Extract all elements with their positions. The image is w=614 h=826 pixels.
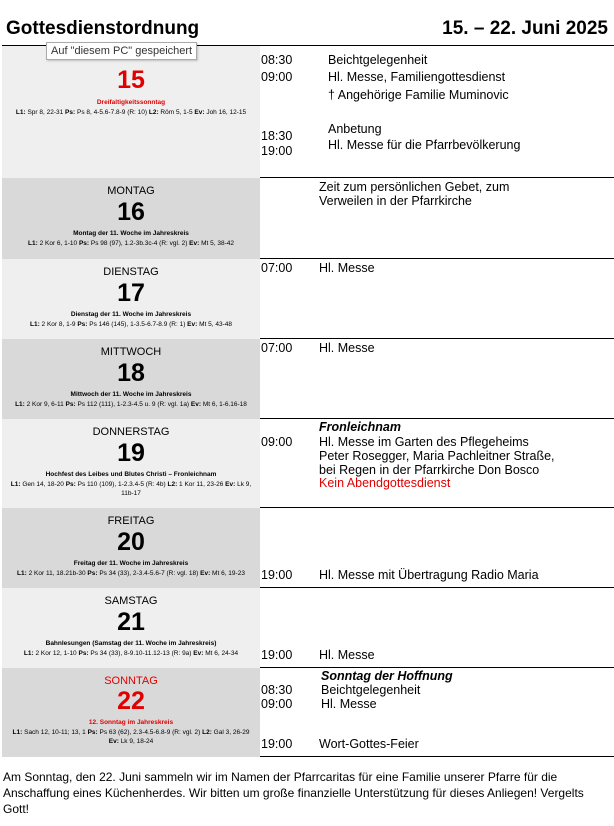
event-desc: Beichtgelegenheit <box>321 683 421 697</box>
day-sunday-15 <box>0 46 614 178</box>
event-time: 19:00 <box>261 568 293 582</box>
day-wednesday-18 <box>0 339 614 419</box>
readings: L1: Gen 14, 18-20 Ps: Ps 110 (109), 1-2.3.4-5 (R: 4b) L2: 1 Kor 11, 23-26 Ev: Lk 9, 11b-17 <box>10 481 252 497</box>
day-number: 22 <box>117 687 145 715</box>
event-desc: Hl. Messe <box>319 648 375 662</box>
feast-name: Mittwoch der 11. Woche im Jahreskreis <box>70 391 192 398</box>
day-number: 18 <box>117 359 145 387</box>
event-time: 09:00 <box>261 70 293 84</box>
day-number: 20 <box>117 528 145 556</box>
weekday: SONNTAG <box>104 675 158 687</box>
day-panel <box>2 588 260 668</box>
day-number: 17 <box>117 279 145 307</box>
readings: L1: 2 Kor 9, 6-11 Ps: Ps 112 (111), 1-2.3-4.5 u. 9 (R: vgl. 1a) Ev: Mt 6, 1-6.16-18 <box>15 401 247 408</box>
event-desc: Hl. Messe <box>319 341 375 355</box>
weekday: FREITAG <box>107 515 155 527</box>
feast-name: Dienstag der 11. Woche im Jahreskreis <box>70 311 192 318</box>
day-panel <box>2 46 260 178</box>
date-range: 15. – 22. Juni 2025 <box>442 18 608 39</box>
day-number: 16 <box>117 198 145 226</box>
event-desc: Zeit zum persönlichen Gebet, zum Verweilen in der Pfarrkirche <box>319 180 510 208</box>
day-panel <box>2 178 260 259</box>
event-desc: Hl. Messe im Garten des Pflegeheims Peter Rosegger, Maria Pachleitner Straße, bei Regen in der Pfarrkirche Don Bosco <box>319 435 555 477</box>
readings: L1: 2 Kor 6, 1-10 Ps: Ps 98 (97), 1.2-3b.3c-4 (R: vgl. 2) Ev: Mt 5, 38-42 <box>28 240 234 247</box>
day-number: 15 <box>117 66 145 94</box>
event-desc: Beichtgelegenheit <box>328 53 428 67</box>
day-sunday-22 <box>0 668 614 757</box>
day-friday-20 <box>0 508 614 588</box>
event-desc: † Angehörige Familie Muminovic <box>328 88 509 102</box>
event-time: 07:00 <box>261 341 293 355</box>
event-time: 09:00 <box>261 435 293 449</box>
event-time: 09:00 <box>261 697 293 711</box>
weekday: MITTWOCH <box>100 346 162 358</box>
event-desc: Anbetung <box>328 122 382 136</box>
event-time: 07:00 <box>261 261 293 275</box>
event-desc: Hl. Messe <box>321 697 377 711</box>
feast-name: Bahnlesungen (Samstag der 11. Woche im Jahreskreis) <box>45 640 217 647</box>
event-desc: Wort-Gottes-Feier <box>319 737 419 751</box>
day-panel <box>2 668 260 757</box>
day-panel <box>2 419 260 508</box>
event-time: 18:30 <box>261 129 293 143</box>
event-time: 08:30 <box>261 683 293 697</box>
day-panel <box>2 508 260 588</box>
feast-name: 12. Sonntag im Jahreskreis <box>88 719 174 726</box>
feast-name: Dreifaltigkeitssonntag <box>96 99 166 106</box>
event-desc: Hl. Messe für die Pfarrbevölkerung <box>328 138 521 152</box>
day-panel <box>2 259 260 339</box>
event-time: 19:00 <box>261 648 293 662</box>
footer-notice: Am Sonntag, den 22. Juni sammeln wir im Namen der Pfarrcaritas für eine Familie unserer Pfarre für die Anschaffung eines Küchenherdes. Wir bitten um große finanzielle Unterstützung für dieses Anliegen! Vergelts Gott! <box>3 770 584 816</box>
weekday: MONTAG <box>107 185 155 197</box>
feast-name: Hochfest des Leibes und Blutes Christi – Fronleichnam <box>45 471 217 478</box>
event-desc: Hl. Messe <box>319 261 375 275</box>
event-time: 08:30 <box>261 53 293 67</box>
weekday: SAMSTAG <box>104 595 158 607</box>
event-time: 19:00 <box>261 737 293 751</box>
day-thursday-19 <box>0 419 614 508</box>
day-panel <box>2 339 260 419</box>
day-number: 21 <box>117 608 145 636</box>
day-saturday-21 <box>0 588 614 668</box>
feast-name: Freitag der 11. Woche im Jahreskreis <box>73 560 189 567</box>
event-time: 19:00 <box>261 144 293 158</box>
readings: L1: 2 Kor 8, 1-9 Ps: Ps 146 (145), 1-3.5-6.7-8.9 (R: 1) Ev: Mt 5, 43-48 <box>30 321 232 328</box>
page-title: Gottesdienstordnung <box>6 18 200 39</box>
saved-tooltip: Auf "diesem PC" gespeichert <box>46 42 197 60</box>
event-desc: Hl. Messe, Familiengottesdienst <box>328 70 506 84</box>
weekday: DIENSTAG <box>103 266 159 278</box>
day-number: 19 <box>117 439 145 467</box>
event-desc: Hl. Messe mit Übertragung Radio Maria <box>319 568 539 582</box>
day-monday-16 <box>0 178 614 259</box>
feast-name: Montag der 11. Woche im Jahreskreis <box>73 230 189 237</box>
event-title: Sonntag der Hoffnung <box>321 669 453 683</box>
weekday: DONNERSTAG <box>92 426 170 438</box>
event-title: Fronleichnam <box>319 420 401 434</box>
day-tuesday-17 <box>0 259 614 339</box>
readings: L1: Spr 8, 22-31 Ps: Ps 8, 4-5.6-7.8-9 (R: 10) L2: Röm 5, 1-5 Ev: Joh 16, 12-15 <box>15 109 247 116</box>
readings: L1: 2 Kor 11, 18.21b-30 Ps: Ps 34 (33), 2-3.4-5.6-7 (R: vgl. 18) Ev: Mt 6, 19-23 <box>17 570 245 577</box>
event-notice: Kein Abendgottesdienst <box>319 476 451 490</box>
readings: L1: 2 Kor 12, 1-10 Ps: Ps 34 (33), 8-9.10-11.12-13 (R: 9a) Ev: Mt 6, 24-34 <box>23 650 239 657</box>
readings: L1: Sach 12, 10-11; 13, 1 Ps: Ps 63 (62), 2.3-4.5-6.8-9 (R: vgl. 2) L2: Gal 3, 26-29 Ev: Lk 9, 18-24 <box>12 729 250 745</box>
